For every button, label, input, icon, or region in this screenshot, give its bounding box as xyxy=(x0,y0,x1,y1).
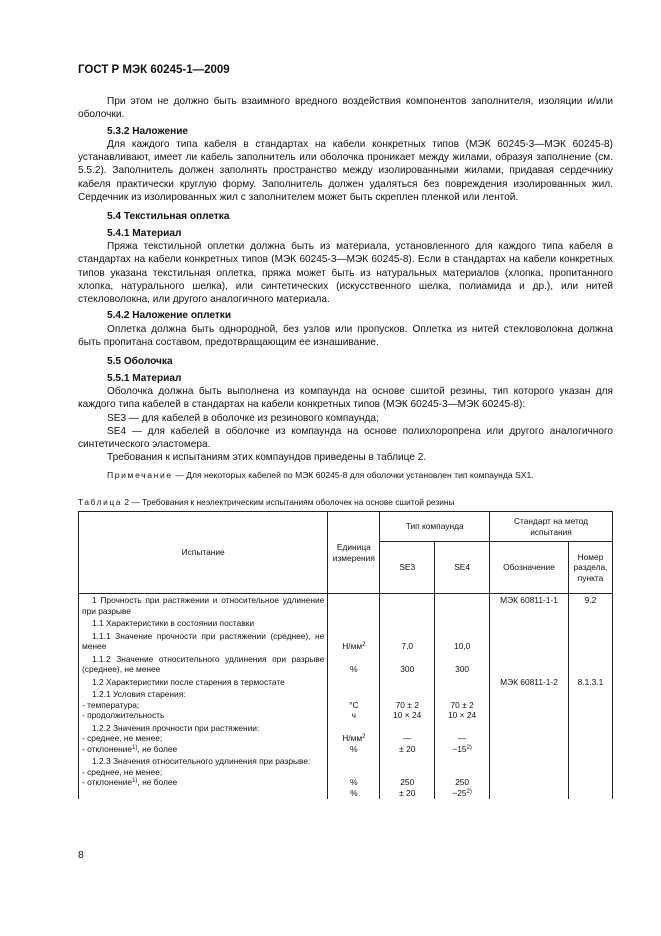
section-heading-5-3-2: 5.3.2 Наложение xyxy=(107,125,189,137)
section-cell: 9.2 xyxy=(568,594,612,618)
se3-cell: 300 xyxy=(380,653,435,676)
unit-cell: $Н/мм^2$ % xyxy=(328,722,380,756)
se4-cell: 70 ± 2 10 × 24 xyxy=(435,688,490,722)
paragraph: SE4 — для кабелей в оболочке из компаунда на основе полихлоропрена или другого аналогичного синтетического эластомера. xyxy=(78,425,613,451)
header-section: Номер раздела, пункта xyxy=(568,542,612,594)
table-caption-label: Таблица xyxy=(78,497,123,507)
unit-cell: % xyxy=(328,653,380,676)
se3-cell: — ± 20 xyxy=(380,722,435,756)
section-heading-5-5: 5.5 Оболочка xyxy=(107,356,173,368)
designation-cell: МЭК 60811-1-2 xyxy=(490,676,569,689)
table-row xyxy=(79,617,613,630)
se4-cell: 10,0 xyxy=(435,630,490,653)
test-cell: 1.2.3 Значения относительного удлинения при разрыве: - среднее, не менее; - отклонение$^{1)}$, не более xyxy=(79,755,328,799)
section-cell: 8.1.3.1 xyxy=(568,676,612,689)
paragraph: Для каждого типа кабеля в стандартах на кабели конкретных типов (МЭК 60245-3—МЭК 60245-8) устанавливают, имеет ли кабель заполнитель или оболочка проникает между жилами, образуя заполнение (см. 5.5.2). Заполнитель должен заполнять пространство между изолированными жилами, придавая сердечнику кабеля практически круглую форму. Заполнитель должен удаляться без повреждения изолированных жил. Сердечник из изолированных жил с заполнителем может быть скреплен пленкой или лентой. xyxy=(78,138,613,204)
table-row xyxy=(79,630,613,653)
header-designation: Обозначение xyxy=(490,542,569,594)
unit-cell: % % xyxy=(328,755,380,799)
se4-cell: 250 $-25^{2)}$ xyxy=(435,755,490,799)
table-row xyxy=(79,594,613,618)
header-test: Испытание xyxy=(79,512,328,594)
paragraph: Оболочка должна быть выполнена из компаунда на основе сшитой резины, тип которого указан для каждого типа кабелей в стандартах на кабели конкретных типов (МЭК 60245-3—МЭК 60245-8): xyxy=(78,385,613,411)
se3-cell: 70 ± 2 10 × 24 xyxy=(380,688,435,722)
page-number: 8 xyxy=(78,849,84,861)
section-heading-5-5-1: 5.5.1 Материал xyxy=(107,372,182,384)
paragraph: При этом не должно быть взаимного вредного воздействия компонентов заполнителя, изоляции и/или оболочки. xyxy=(78,96,613,121)
paragraph: Оплетка должна быть однородной, без узлов или пропусков. Оплетка из нитей стекловолокна должна быть пропитана составом, предотвращающим ее изнашивание. xyxy=(78,323,613,349)
paragraph: Требования к испытаниям этих компаундов приведены в таблице 2. xyxy=(107,452,427,464)
test-cell: 1.2 Характеристики после старения в термостате xyxy=(79,676,328,689)
section-heading-5-4: 5.4 Текстильная оплетка xyxy=(107,211,230,223)
test-cell: 1.2.1 Условия старения: - температура; - продолжительность xyxy=(79,688,328,722)
unit-cell: °С ч xyxy=(328,688,380,722)
designation-cell: МЭК 60811-1-1 xyxy=(490,594,569,618)
section-heading-5-4-2: 5.4.2 Наложение оплетки xyxy=(107,310,232,322)
unit-cell: $Н/мм^2$ xyxy=(328,630,380,653)
table-row xyxy=(79,676,613,689)
paragraph: Пряжа текстильной оплетки должна быть из материала, установленного для каждого типа кабеля в стандартах на кабели конкретных типов (МЭК 60245-3—МЭК 60245-8). Если в стандартах на кабели конкретных типов указана текстильная оплетка, пряжа может быть из натуральных материалов (хлопка, пропитанного хлопка, натурального шелка), или синтетических (искусственного шелка, полиамида и др.), или нитей стекловолокна, или другого аналогичного материала. xyxy=(78,240,613,306)
note xyxy=(78,469,613,482)
section-heading-5-4-1: 5.4.1 Материал xyxy=(107,227,182,239)
test-cell: 1.1 Характеристики в состоянии поставки xyxy=(79,617,328,630)
se4-cell: — $-15^{2)}$ xyxy=(435,722,490,756)
se3-cell: 250 ± 20 xyxy=(380,755,435,799)
paragraph: SE3 — для кабелей в оболочке из резинового компаунда; xyxy=(107,412,379,424)
page-header: ГОСТ Р МЭК 60245-1—2009 xyxy=(78,64,230,76)
table-row xyxy=(79,653,613,676)
body-text xyxy=(78,95,613,482)
note-text: — Для некоторых кабелей по МЭК 60245-8 для оболочки установлен тип компаунда SX1. xyxy=(175,469,534,480)
header-standard: Стандарт на метод испытания xyxy=(490,512,613,542)
table-row xyxy=(79,722,613,756)
table-caption xyxy=(78,497,455,507)
se3-cell: 7,0 xyxy=(380,630,435,653)
test-cell: 1 Прочность при растяжении и относительное удлинение при разрыве xyxy=(79,594,328,618)
test-cell: 1.1.1 Значение прочности при растяжении (среднее), не менее xyxy=(79,630,328,653)
note-label: Примечание xyxy=(107,469,173,480)
header-se3: SE3 xyxy=(380,542,435,594)
requirements-table xyxy=(78,511,613,799)
table-caption-text: 2 — Требования к неэлектрическим испытаниям оболочек на основе сшитой резины xyxy=(124,497,455,507)
header-compound: Тип компаунда xyxy=(380,512,490,542)
se4-cell: 300 xyxy=(435,653,490,676)
header-se4: SE4 xyxy=(435,542,490,594)
header-unit: Единица измерения xyxy=(328,512,380,594)
test-cell: 1.2.2 Значения прочности при растяжении: - среднее, не менее; - отклонение$^{1)}$, не более xyxy=(79,722,328,756)
test-cell: 1.1.2 Значение относительного удлинения при разрыве (среднее), не менее xyxy=(79,653,328,676)
table-row xyxy=(79,755,613,799)
table-row xyxy=(79,688,613,722)
